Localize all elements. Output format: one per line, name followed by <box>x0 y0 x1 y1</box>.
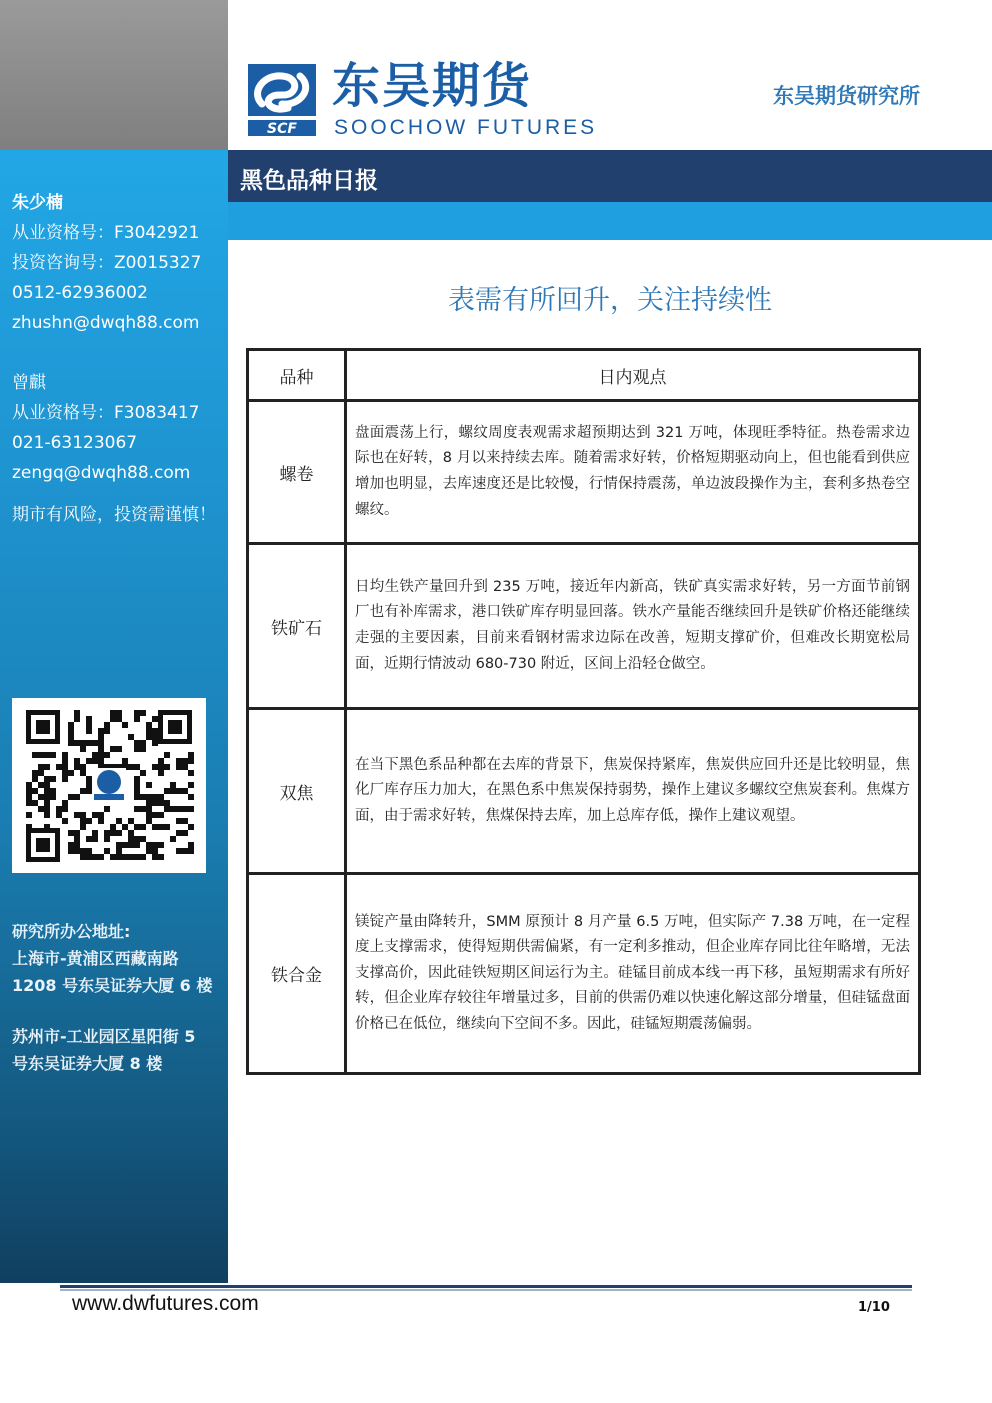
soochow-logo-icon <box>248 64 316 136</box>
analyst-license: 从业资格号：F3042921 <box>12 223 200 243</box>
website-link[interactable]: www.dwfutures.com <box>72 1292 259 1315</box>
analyst-email[interactable]: zhushn@dwqh88.com <box>12 313 200 333</box>
view-cell: 镁锭产量由降转升，SMM 原预计 8 月产量 6.5 万吨，但实际产 7.38 万吨，在一定程度上支撑需求，使得短期供需偏紧，有一定利多推动，但企业库存同比往年略增，无法支撑高价，因此硅铁短期区间运行为主。硅锰目前成本线一再下移，虽短期需求有所好转，但企业库存较往年增量过多，目前的供需仍难以快速化解这部分增量，但硅锰盘面价格已在低位，继续向下空间不多。因此，硅锰短期震荡偏弱。 <box>346 874 920 1074</box>
variety-cell: 铁合金 <box>248 874 346 1074</box>
analyst-name: 朱少楠 <box>12 193 63 213</box>
address-shanghai-line2: 1208 号东吴证券大厦 6 楼 <box>12 976 213 995</box>
logo-mark-text: SCF <box>267 121 297 136</box>
table-row <box>248 401 920 544</box>
table-row <box>248 709 920 874</box>
view-cell: 在当下黑色系品种都在去库的背景下，焦炭保持紧库，焦炭供应回升还是比较明显，焦化厂库存压力加大，在黑色系中焦炭保持弱势，操作上建议多螺纹空焦炭套利。焦煤方面，由于需求好转，焦煤保持去库，加上总库存低，操作上建议观望。 <box>346 709 920 874</box>
daily-view-table <box>246 348 921 1075</box>
logo-text-cn: 东吴期货 <box>332 58 533 114</box>
table-row <box>248 874 920 1074</box>
variety-cell: 螺卷 <box>248 401 346 544</box>
variety-cell: 双焦 <box>248 709 346 874</box>
analyst-1 <box>12 188 201 338</box>
report-title: 黑色品种日报 <box>240 168 378 194</box>
address-label: 研究所办公地址: <box>12 922 131 941</box>
office-address <box>12 918 212 1077</box>
analyst-consult-number: 投资咨询号：Z0015327 <box>12 253 202 273</box>
analyst-phone: 0512-62936002 <box>12 283 148 303</box>
table-header-row <box>248 350 920 401</box>
address-suzhou-line1: 苏州市-工业园区星阳街 5 <box>12 1027 196 1046</box>
analyst-phone: 021-63123067 <box>12 433 138 453</box>
institute-name: 东吴期货研究所 <box>773 84 920 108</box>
headline: 表需有所回升，关注持续性 <box>448 285 772 316</box>
analyst-2 <box>12 368 200 488</box>
analyst-license: 从业资格号：F3083417 <box>12 403 200 423</box>
qr-code[interactable] <box>12 698 206 873</box>
header-view: 日内观点 <box>346 350 920 401</box>
table-row <box>248 544 920 709</box>
sidebar-gray-band <box>0 0 228 150</box>
footer-divider <box>60 1285 912 1288</box>
header-variety: 品种 <box>248 350 346 401</box>
risk-warning: 期市有风险，投资需谨慎！ <box>12 505 216 525</box>
analyst-email[interactable]: zengq@dwqh88.com <box>12 463 191 483</box>
address-shanghai-line1: 上海市-黄浦区西藏南路 <box>12 949 179 968</box>
address-suzhou-line2: 号东吴证券大厦 8 楼 <box>12 1054 163 1073</box>
analyst-name: 曾麒 <box>12 373 46 393</box>
variety-cell: 铁矿石 <box>248 544 346 709</box>
page-number: 1/10 <box>858 1300 890 1315</box>
view-cell: 日均生铁产量回升到 235 万吨，接近年内新高，铁矿真实需求好转，另一方面节前钢厂也有补库需求，港口铁矿库存明显回落。铁水产量能否继续回升是铁矿价格还能继续走强的主要因素，目前来看钢材需求边际在改善，短期支撑矿价，但难改长期宽松局面，近期行情波动 680-730 附近，区间上沿轻仓做空。 <box>346 544 920 709</box>
footer-divider-light <box>60 1289 912 1291</box>
view-cell: 盘面震荡上行，螺纹周度表观需求超预期达到 321 万吨，体现旺季特征。热卷需求边际也在好转，8 月以来持续去库。随着需求好转，价格短期驱动向上，但也能看到供应增加也明显，去库速度还是比较慢，行情保持震荡，单边波段操作为主，套利多热卷空螺纹。 <box>346 401 920 544</box>
banner-light <box>228 202 992 240</box>
logo-text-en: SOOCHOW FUTURES <box>334 116 598 139</box>
